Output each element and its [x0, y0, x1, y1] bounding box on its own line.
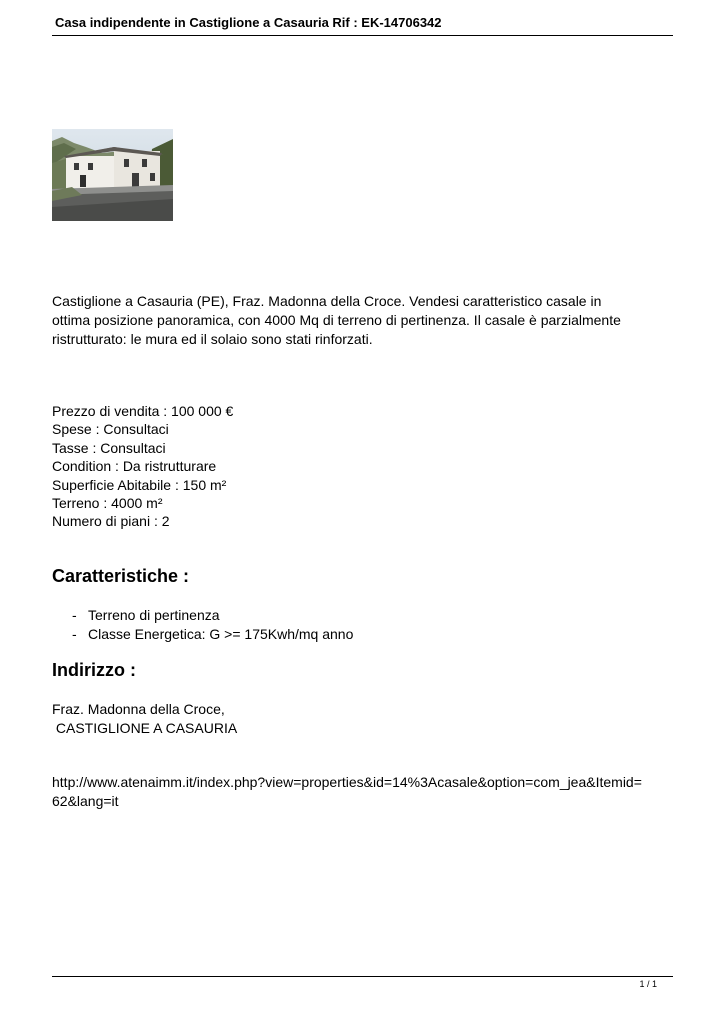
- link-line[interactable]: 62&lang=it: [52, 793, 119, 809]
- description-line: Castiglione a Casauria (PE), Fraz. Madonna della Croce. Vendesi caratteristico casale in: [52, 293, 602, 309]
- description: [52, 292, 677, 349]
- taxes-detail: Tasse : Consultaci: [52, 439, 166, 456]
- address-heading: Indirizzo :: [52, 660, 136, 680]
- price-detail: Prezzo di vendita : 100 000 €: [52, 403, 234, 419]
- link-line[interactable]: http://www.atenaimm.it/index.php?view=properties&id=14%3Acasale&option=com_jea&Itemid=: [52, 774, 642, 790]
- address-block: [52, 700, 237, 738]
- features-heading: Caratteristiche :: [52, 566, 190, 586]
- feature-label: Classe Energetica: G >= 175Kwh/mq anno: [88, 626, 354, 642]
- list-item: [52, 606, 353, 625]
- land-detail: Terreno : 4000 m²: [52, 495, 163, 512]
- expenses-detail: Spese : Consultaci: [52, 421, 169, 438]
- address-line: CASTIGLIONE A CASAURIA: [52, 720, 238, 736]
- living-area-detail: Superficie Abitabile : 150 m²: [52, 476, 227, 493]
- property-link[interactable]: [52, 773, 677, 811]
- dash-icon: -: [72, 626, 77, 642]
- features-list: [52, 606, 353, 644]
- page-number: 1 / 1: [639, 979, 657, 989]
- description-line: ottima posizione panoramica, con 4000 Mq di terreno di pertinenza. Il casale è parzialmente: [52, 312, 621, 328]
- header-divider: [52, 35, 673, 36]
- feature-label: Terreno di pertinenza: [88, 607, 220, 623]
- page-title: Casa indipendente in Castiglione a Casauria Rif : EK-14706342: [55, 15, 442, 30]
- address-line: Fraz. Madonna della Croce,: [52, 701, 225, 717]
- footer-divider: [52, 976, 673, 977]
- list-item: [52, 625, 353, 644]
- condition-detail: Condition : Da ristrutturare: [52, 458, 217, 475]
- floors-detail: Numero di piani : 2: [52, 513, 170, 530]
- dash-icon: -: [72, 607, 77, 623]
- property-details: [52, 402, 233, 531]
- description-line: ristrutturato: le mura ed il solaio sono stati rinforzati.: [52, 331, 373, 347]
- house-photo: [52, 129, 173, 221]
